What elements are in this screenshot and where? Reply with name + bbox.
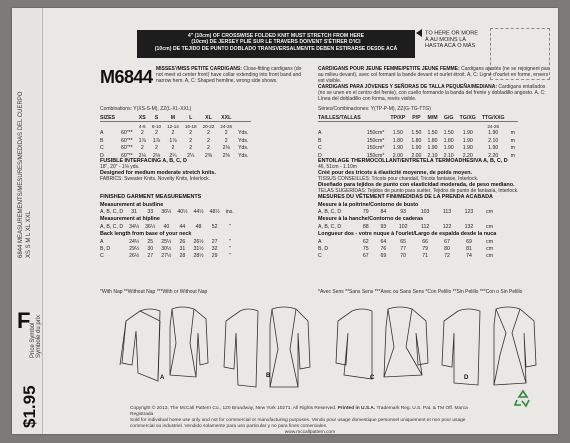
measure-cell: 65 [400, 238, 407, 245]
meterage-cell: 1.50 [411, 130, 422, 137]
measure-cell: 72 [444, 253, 450, 260]
size-num [408, 122, 424, 130]
yardage-cell: 1⅞ [169, 137, 177, 144]
unit-cell: Yds. [238, 145, 249, 152]
measure-cell: 31 [179, 246, 186, 253]
side-measurements-label: 6844 MEASUREMENTS/MESURES/MEDIDAS DEL CUERPO [18, 91, 24, 258]
measure-cell: 66 [422, 238, 428, 245]
measure-cell: 103 [420, 209, 430, 216]
measure-cell: 24½ [129, 238, 140, 245]
meterage-cell: 2.10 [488, 137, 499, 144]
size-num: 24-26 [220, 123, 233, 129]
size-num: 12-14 [167, 123, 179, 129]
unit-cell: m [510, 152, 515, 159]
table-row [100, 253, 237, 260]
view-label-d: D [464, 375, 469, 381]
description-fr-text: Cardigans ajustés (ne se rejoignent pas au milieu devant), avec col formant la bande devant et ourlet étroit. A, C: Ligne d'ourlet en forme, envers est visible. [318, 66, 550, 84]
footer [130, 406, 490, 434]
measure-cell: 28 [179, 253, 186, 260]
interfacing-fr-title: ENTOILAGE THERMOCOLLANT/ENTRETELA TERMOADHESIVA A, B, C, D [318, 158, 508, 164]
yardage-cell: 2 [140, 130, 144, 137]
size-num [457, 122, 479, 130]
unit-cell: cm [486, 238, 494, 245]
hip-title: Mesure à la hanche/Contorno de caderas [318, 216, 424, 223]
measure-cell: 28½ [193, 253, 204, 260]
size-num: 16-18 [184, 123, 197, 129]
measure-cell: 40½ [177, 209, 188, 216]
meterage-cell: 1.90 [462, 145, 473, 152]
measure-cell: 123 [464, 209, 474, 216]
table-row [318, 223, 499, 230]
measure-cell: 33 [147, 209, 154, 216]
yardage-cell: 2 [207, 130, 210, 137]
view-label-c: C [370, 375, 375, 381]
unit-cell: cm [486, 209, 494, 216]
meterage-cell: 1.90 [427, 145, 438, 152]
measure-cell: 44½ [193, 209, 204, 216]
measure-cell: 26½ [193, 238, 204, 245]
measure-cell: 40 [163, 223, 170, 230]
table-row [100, 130, 251, 137]
width-cell: 150cm* [366, 145, 385, 152]
size-col: M/M [424, 114, 440, 122]
table-row [318, 238, 499, 245]
size-num: 20-22 [202, 123, 215, 129]
measure-cell: 48½ [209, 209, 220, 216]
bust-title: Measurement at bustline [100, 201, 164, 208]
view-label-b: B [266, 373, 271, 379]
interfacing-fr [318, 158, 550, 194]
measure-cell: 76 [380, 246, 387, 253]
meterage-cell: 1.50 [392, 130, 403, 137]
interfacing-en [100, 158, 310, 182]
measure-cell: 88 [362, 223, 369, 230]
view-cell: A [318, 130, 322, 137]
view-cell: D [100, 152, 104, 159]
description-fr-title: CARDIGANS POUR JEUNE FEMME/PETITE JEUNE FEMME: [318, 66, 460, 72]
table-row [100, 145, 251, 152]
views-cell: C [318, 253, 322, 260]
meterage-cell: 1.90 [411, 145, 422, 152]
finished-measurements-imperial [100, 201, 237, 260]
size-num [441, 122, 457, 130]
measure-cell: 25½ [161, 238, 172, 245]
width-cell: 150cm* [366, 152, 385, 159]
yardage-cell: 2 [224, 137, 228, 144]
measure-cell: 27 [211, 238, 218, 245]
width-cell: 150cm* [366, 137, 385, 144]
views-cell: A, B, C, D [318, 223, 342, 230]
cardigan-long-drawing [222, 303, 312, 393]
table-row [318, 145, 518, 152]
symbole-label: Symbole du prix [36, 314, 42, 358]
width-cell: 60"** [121, 145, 133, 152]
stretch-gauge-end-note [416, 29, 486, 59]
banner-line-1: 4" (10cm) OF CROSSWISE FOLDED KNIT MUST STRETCH FROM HERE [187, 33, 365, 39]
meterage-cell: 1.50 [443, 130, 454, 137]
fold-note-line-1: TO HERE OR MORE [425, 30, 479, 37]
back-length-title: Back length from base of your neck [100, 231, 192, 238]
meterage-cell: 1.90 [488, 130, 499, 137]
size-num: 8-10 [151, 123, 162, 129]
measure-cell: 81 [466, 246, 472, 253]
bust-title: Mesure à la poitrine/Contorno de busto [318, 201, 419, 208]
meterage-cell: 2.10 [443, 152, 454, 159]
combinations-en: Combinations: Y(XS-S-M), ZZ(L-XL-XXL) [100, 106, 192, 112]
description-french [318, 66, 550, 84]
sketch-view-d [440, 303, 540, 393]
measure-cell: 69 [380, 253, 387, 260]
stretch-gauge-banner [137, 30, 415, 58]
yardage-cell: 2 [189, 145, 193, 152]
interfacing-en-size: 18", 20" - 1⅛ yds. [100, 164, 140, 170]
measure-cell: 36½ [161, 209, 172, 216]
measure-cell: 44 [179, 223, 186, 230]
measure-cell: 29½ [129, 246, 140, 253]
meterage-cell: 1.80 [427, 137, 438, 144]
unit-cell: m [510, 137, 515, 144]
measure-cell: 69 [466, 238, 472, 245]
meterage-cell: 1.90 [392, 145, 403, 152]
size-col: XXL [217, 114, 235, 122]
measure-cell: 30½ [161, 246, 172, 253]
fold-note-line-3: HASTA ACÁ O MÁS [425, 43, 476, 50]
yardage-chart-metric [318, 114, 518, 159]
table-row [318, 245, 499, 252]
size-col: S [149, 114, 164, 122]
sold-note: Sold for individual home use only and not for commercial or manufacturing purposes. Vendu pour usage domestique personnel uniquement et non pour usage commercial ou industriel. Vendido solamente para uso particular y no para fines comerciales. [130, 418, 466, 429]
measure-cell: 67 [362, 253, 369, 260]
meterage-cell: 1.50 [427, 130, 438, 137]
view-cell: C [318, 145, 322, 152]
measure-cell: 70 [400, 253, 407, 260]
size-num [387, 122, 408, 130]
website: www.mccallpattern.com [284, 430, 336, 434]
views-cell: A, B, C, D [100, 209, 124, 216]
banner-line-3: (10cm) DE TEJIDO DE PUNTO DOBLADO TRANSVERSALMENTE DEBEN ESTIRARSE DESDE ACÁ [154, 45, 398, 52]
hip-title: Measurement at hipline [100, 216, 160, 223]
sketch-view-a [112, 303, 212, 393]
measure-cell: 31 [131, 209, 137, 216]
views-cell: B, D [100, 246, 111, 253]
meterage-cell: 2.20 [488, 152, 499, 159]
description-english [156, 66, 308, 84]
measure-cell: 75 [362, 246, 369, 253]
view-cell: B [318, 137, 322, 144]
unit-cell: " [228, 223, 231, 230]
measure-cell: 74 [466, 253, 472, 260]
unit-cell: cm [486, 223, 494, 230]
width-cell: 60"** [121, 137, 133, 144]
measure-cell: 93 [400, 209, 407, 216]
measure-cell: 32 [211, 246, 218, 253]
yardage-cell: 2⅜ [204, 152, 213, 159]
meterage-cell: 2.00 [392, 152, 403, 159]
interfacing-en-title: FUSIBLE INTERFACING A, B, C, D [100, 158, 187, 164]
measure-cell: 29 [211, 253, 218, 260]
views-cell: A [318, 238, 322, 245]
meterage-cell: 2.10 [427, 152, 438, 159]
yardage-cell: 2⅛ [222, 145, 230, 152]
meterage-cell: 1.90 [488, 145, 499, 152]
yardage-cell: 1⅞ [152, 137, 161, 144]
size-num [424, 122, 440, 130]
measure-cell: 80 [444, 246, 450, 253]
meterage-cell: 2.20 [462, 152, 473, 159]
yardage-cell: 2 [189, 137, 193, 144]
measure-cell: 71 [422, 253, 428, 260]
yardage-cell: 2 [171, 145, 175, 152]
yardage-cell: 2 [140, 145, 144, 152]
measure-cell: 27½ [161, 253, 172, 260]
measure-cell: 77 [400, 246, 407, 253]
meterage-cell: 1.80 [443, 137, 454, 144]
description-es-title: CARDIGANS PARA JÓVENES Y SEÑORAS DE TALLA PEQUEÑA/MEDIANA: [318, 84, 498, 90]
measure-cell: 48 [195, 223, 202, 230]
table-row [100, 208, 237, 215]
unit-cell: ins. [225, 209, 234, 216]
view-cell: B [100, 137, 104, 144]
meterage-cell: 2.00 [411, 152, 422, 159]
measure-cell: 25 [147, 238, 154, 245]
size-col: M [164, 114, 182, 122]
unit-cell: Yds. [238, 152, 249, 159]
size-col: P/P [408, 114, 424, 122]
table-row [100, 245, 237, 252]
banner-line-2: (10cm) DE JERSEY PLIÉ SUR LE TRAVERS DOIVENT S'ÉTIRER D'ICI [191, 39, 361, 46]
cardigan-peplum-drawing [332, 303, 432, 393]
sketch-view-b [222, 303, 312, 393]
yardage-cell: 2 [171, 130, 175, 137]
finished-title-fr [318, 194, 493, 200]
measure-cell: 52 [211, 223, 218, 230]
description-en-text: Close-fitting cardigans (do not meet at center front) have collar extending into front band and narrow hem. A, C: Shaped hemline, wrong side shows. [156, 66, 302, 84]
size-col: XS [136, 114, 149, 122]
measure-cell: 79 [422, 246, 428, 253]
printed-in: Printed in U.S.A. [337, 406, 376, 411]
yardage-cell: 1⅞ [138, 137, 146, 144]
recycle-icon [512, 388, 534, 415]
views-cell: B, D [318, 246, 329, 253]
unit-cell: Yds. [238, 137, 249, 144]
sizes-header: SIZES [100, 114, 118, 122]
interfacing-es-note: Diseñado para tejidos de punto con elasticidad moderada, de peso mediano. [318, 182, 515, 188]
measure-cell: 30 [147, 246, 154, 253]
views-cell: A [100, 238, 104, 245]
meterage-cell: 1.90 [462, 130, 473, 137]
unit-cell: " [228, 238, 231, 245]
measure-cell: 122 [442, 223, 452, 230]
trademark: Trademark Reg. U.S. Pat. & TM Off. Marca Registrada [130, 406, 468, 417]
interfacing-fr-size: 46, 51cm - 1.10m [318, 164, 357, 170]
unit-cell: Yds. [238, 130, 249, 137]
size-col: G/G [441, 114, 457, 122]
finished-measurements-metric [318, 201, 499, 260]
side-strip [12, 8, 43, 434]
measure-cell: 26½ [129, 253, 140, 260]
price-letter: F [17, 308, 31, 333]
unit-cell: " [228, 246, 231, 253]
table-row [100, 137, 251, 144]
unit-cell: cm [486, 246, 494, 253]
description-spanish [318, 84, 550, 102]
view-cell: C [100, 145, 104, 152]
view-cell: D [318, 152, 322, 159]
table-row [318, 208, 499, 215]
yardage-cell: 2⅛ [152, 152, 161, 159]
finished-title: FINISHED GARMENT MEASUREMENTS [100, 194, 202, 200]
meterage-cell: 1.90 [462, 137, 473, 144]
yardage-chart-imperial [100, 114, 251, 159]
width-cell: 60"** [121, 152, 133, 159]
meterage-cell: 1.80 [411, 137, 422, 144]
view-label-a: A [160, 375, 165, 381]
table-row [100, 223, 237, 230]
price-symbol-label: Price Symbol [30, 322, 36, 358]
size-col: L [182, 114, 200, 122]
measure-cell: 36½ [145, 223, 156, 230]
cardigan-draped-drawing [440, 303, 540, 393]
pattern-envelope-back [12, 8, 558, 434]
table-row [100, 238, 237, 245]
yardage-cell: 2¼ [169, 152, 177, 159]
arrow-left-icon [416, 29, 422, 37]
interfacing-en-note: Designed for medium moderate stretch knits. [100, 170, 216, 176]
copyright: Copyright © 2013, The McCall Pattern Co., 120 Broadway, New York 10271. All Rights Reserved. [130, 406, 337, 411]
fold-note-line-2: À AU MOINS LÀ [425, 37, 467, 43]
size-col: XL [200, 114, 218, 122]
nap-note-fr: *Avec Sens **Sans Sens ***Avec ou Sans Sens *Con Pelillo **Sin Pelillo ***Con o Sin Pelillo [318, 289, 523, 295]
table-row [318, 137, 518, 144]
measure-cell: 113 [442, 209, 452, 216]
measure-cell: 112 [420, 223, 430, 230]
views-cell: A, B, C, D [318, 209, 342, 216]
width-cell: 150cm* [366, 130, 385, 137]
interfacing-es-telas: TELAS SUGERIDAS: Tejidos de punto para suéter, Tejidos de punto de fantasía, Interlock. [318, 188, 519, 194]
unit-cell: m [510, 145, 515, 152]
tailles-header: TAILLES/TALLAS [318, 114, 364, 122]
size-num: 4-6 [138, 123, 146, 129]
yardage-cell: 2 [155, 130, 158, 137]
interfacing-fr-note: Créé pour des tricots à élasticité moyenne, de poids moyen. [318, 170, 472, 176]
description-en-title: MISSES'/MISS PETITE CARDIGANS: [156, 66, 242, 72]
size-col: TP/XP [387, 114, 408, 122]
yardage-cell: 2 [207, 137, 210, 144]
yardage-cell: 2⅜ [222, 152, 230, 159]
yardage-cell: 2 [224, 130, 228, 137]
description-es-text: Cardigans entallados (no se unen en el centro del frente), con cuello formando la banda del frente y dobladillo angosto. A, C: Línea del dobladillo con forma, revés visible. [318, 84, 546, 102]
unit-cell: " [228, 253, 231, 260]
width-cell: 60"** [121, 130, 133, 137]
view-cell: A [100, 130, 104, 137]
views-cell: A, B, C, D [100, 223, 124, 230]
yardage-cell: 2 [155, 145, 158, 152]
yardage-cell: 2 [207, 145, 210, 152]
price: $1.95 [20, 385, 39, 428]
size-col: TTG/XXG [479, 114, 508, 122]
measure-cell: 79 [362, 209, 369, 216]
yardage-cell: 2¼ [187, 152, 195, 159]
unit-cell: cm [486, 253, 494, 260]
measure-cell: 132 [464, 223, 474, 230]
measure-cell: 67 [444, 238, 450, 245]
measure-cell: 62 [362, 238, 369, 245]
views-cell: C [100, 253, 104, 260]
sketch-view-c [332, 303, 432, 393]
back-length-title: Longueur dos - votre nuque à l'ourlet/Largo de espalda desde la nuca [318, 231, 497, 238]
finished-title-en [100, 194, 201, 200]
table-row [318, 253, 499, 260]
side-sizes-label: XS S M L XL XXL [26, 211, 32, 258]
measure-cell: 31½ [193, 246, 204, 253]
style-number: M6844 [100, 67, 153, 87]
measure-cell: 102 [398, 223, 408, 230]
combinations-fr: Séries/Combinaciones: Y(TP-P-M), ZZ(G-TG-TTG) [318, 106, 431, 112]
unit-cell: m [510, 130, 515, 137]
finished-title: MESURES DU VÊTEMENT FINI/MEDIDAS DE LA PRENDA ACABADA [318, 194, 493, 200]
size-num: 24-26 [487, 123, 500, 129]
measure-cell: 93 [380, 223, 387, 230]
table-row [318, 130, 518, 137]
measure-cell: 26 [179, 238, 186, 245]
measure-cell: 27 [147, 253, 154, 260]
meterage-cell: 1.90 [443, 145, 454, 152]
size-col: TG/XG [457, 114, 479, 122]
interfacing-en-fabrics: FABRICS: Sweater Knits, Novelty Knits, Interlock. [100, 176, 211, 182]
yardage-cell: 2⅛ [138, 152, 146, 159]
measure-cell: 64 [380, 238, 387, 245]
yardage-cell: 2 [189, 130, 193, 137]
meterage-cell: 1.80 [392, 137, 403, 144]
interfacing-fr-tissus: TISSUS CONSEILLÉS: Tricots pour chandail, Tricots fantaisie, Interlock. [318, 176, 479, 182]
measure-cell: 34½ [129, 223, 140, 230]
measure-cell: 84 [380, 209, 387, 216]
nap-note-en: *With Nap **Without Nap ***With or Without Nap [100, 289, 208, 295]
